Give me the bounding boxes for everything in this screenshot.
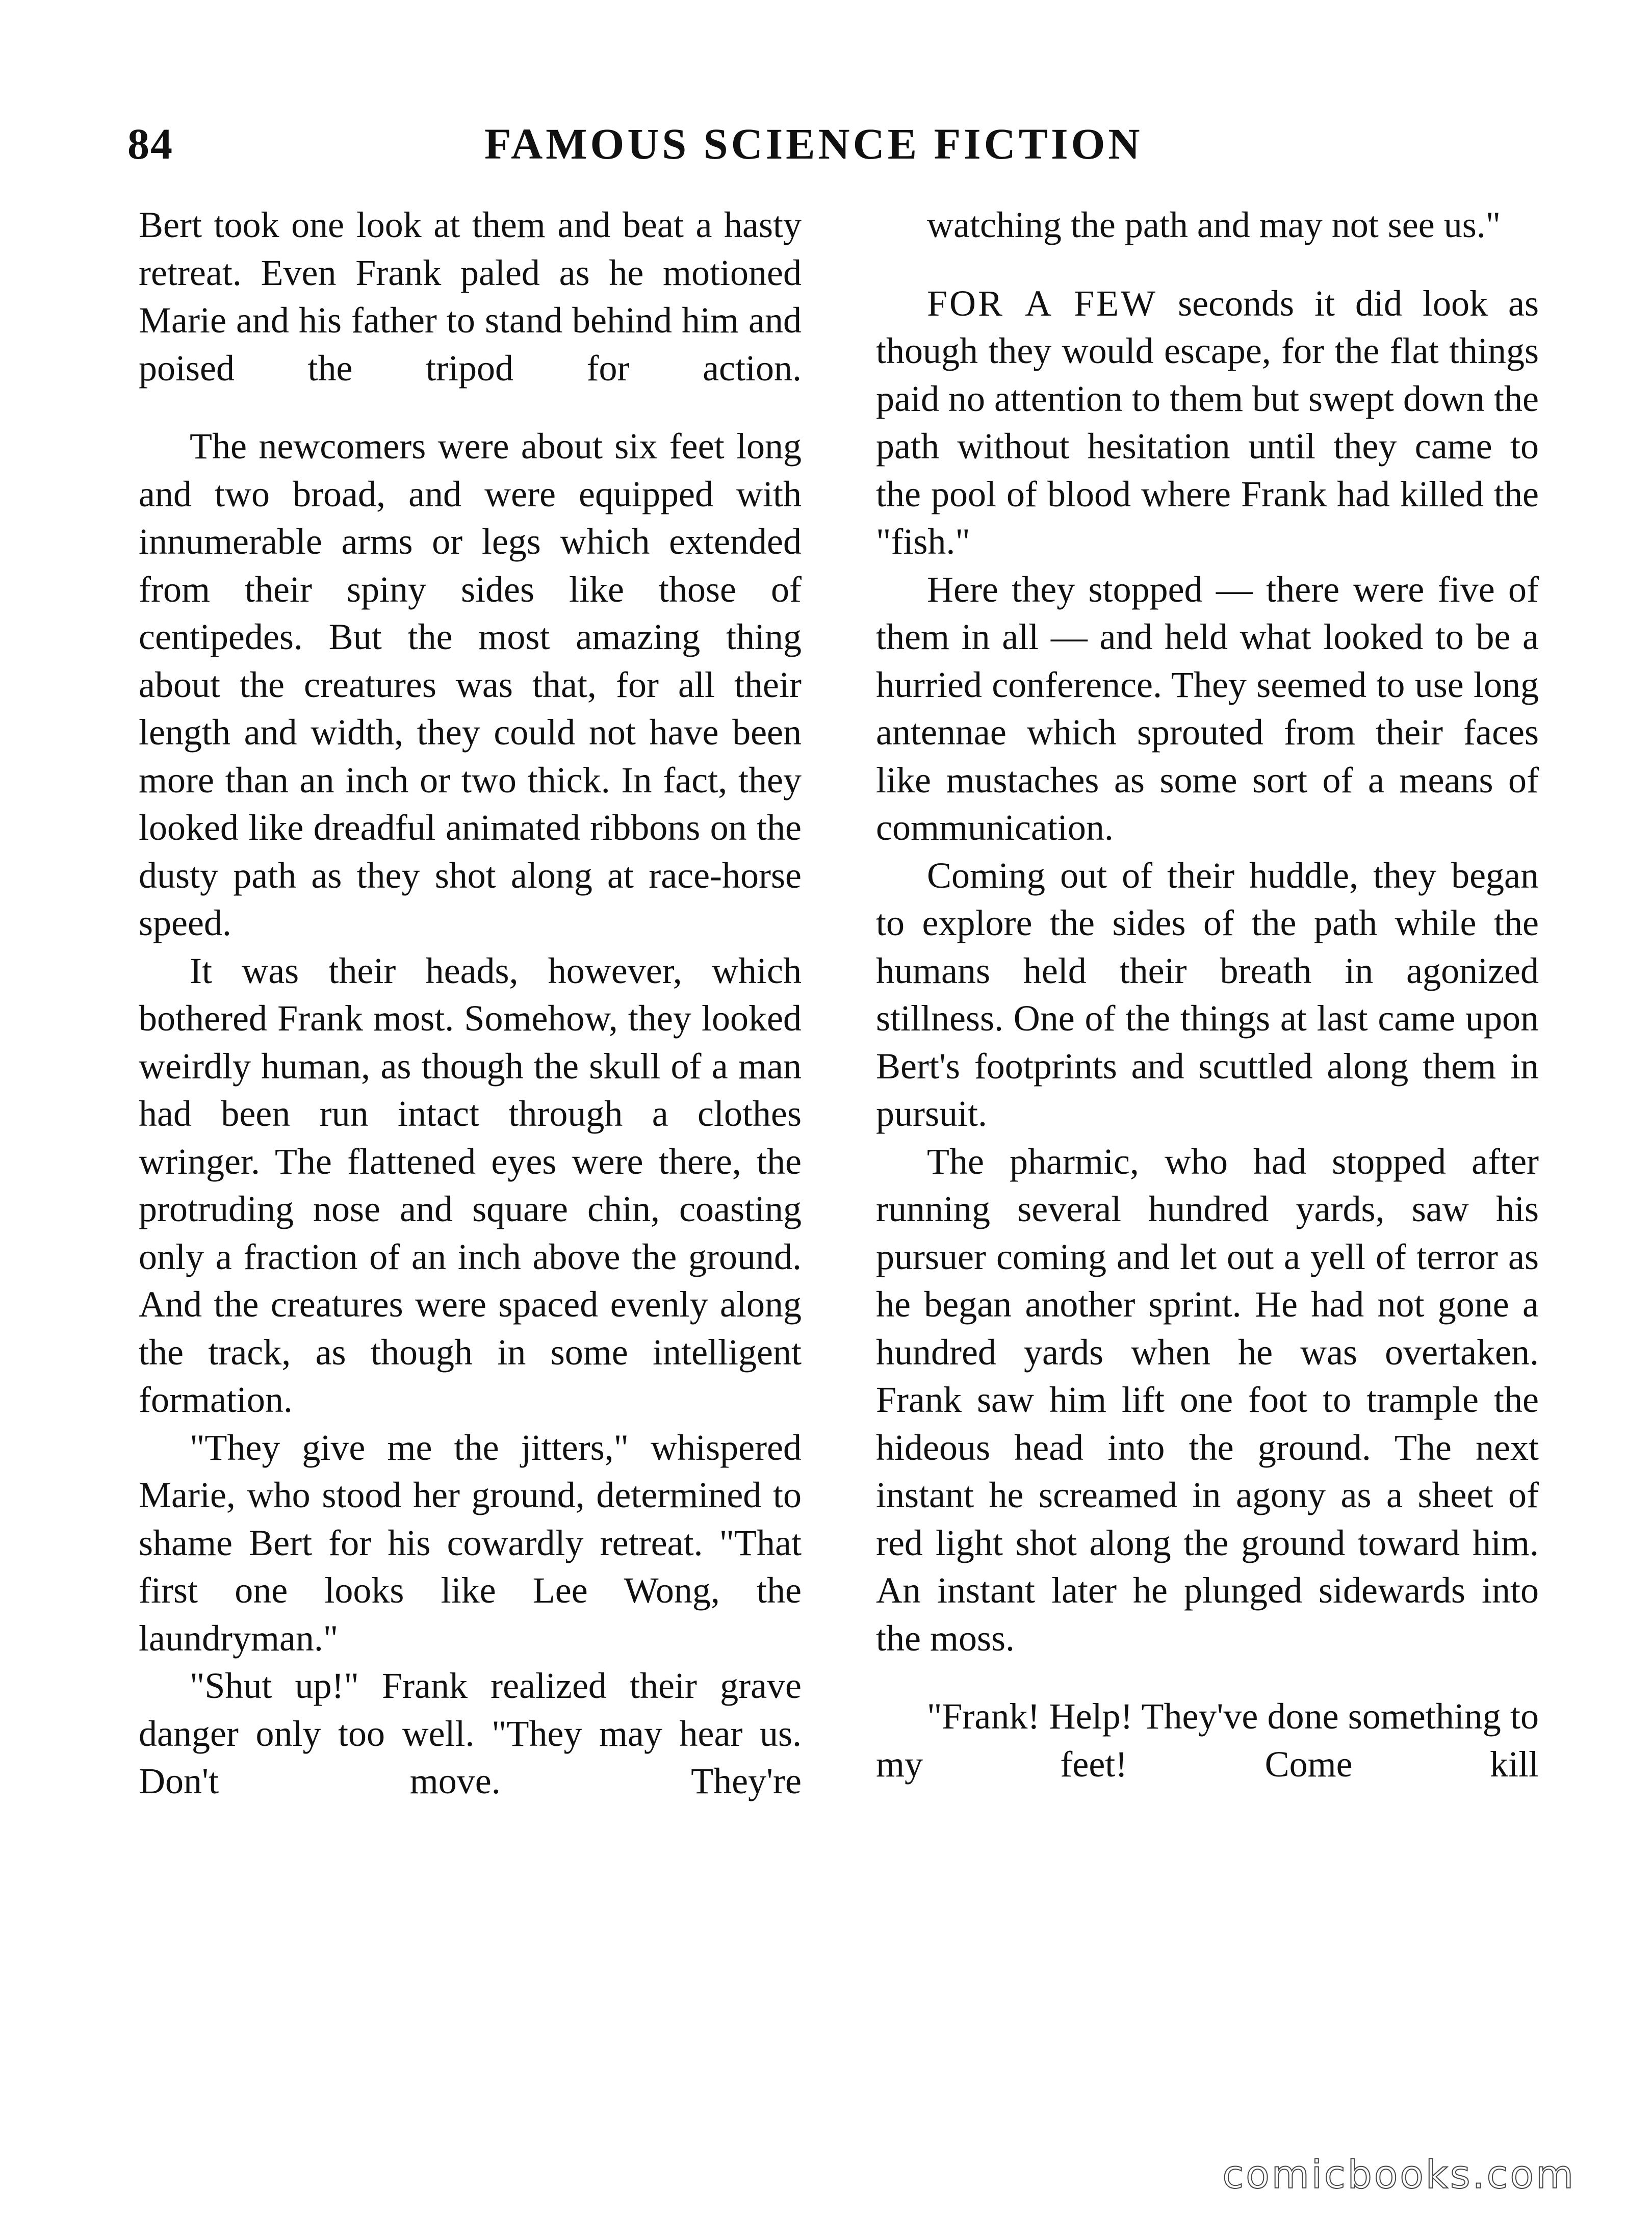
paragraph: The pharmic, who had stopped after running several hundred yards, saw his pursuer coming and let out a yell of terror as he began another sprint. He had not gone a hundred yards when he was overtaken. Frank saw him lift one foot to trample the hideous head into the ground. The next instant he screamed in agony as a sheet of red light shot along the ground toward him. An instant later he plunged sidewards into the moss. bbox=[876, 1141, 1539, 1659]
left-column bbox=[139, 201, 802, 1806]
running-title: FAMOUS SCIENCE FICTION bbox=[484, 119, 1143, 168]
section-paragraph bbox=[876, 280, 1539, 566]
page-header bbox=[127, 118, 1530, 185]
paragraph: Here they stopped — there were five of them in all — and held what looked to be a hurried conference. They seemed to use long antennae which sprouted from their faces like mustaches as some sort of a means of communication. bbox=[876, 569, 1539, 848]
paragraph: It was their heads, however, which bothered Frank most. Somehow, they looked weirdly human, as though the skull of a man had been run intact through a clothes wringer. The flattened eyes were there, the protruding nose and square chin, coasting only a fraction of an inch above the ground. And the creatures were spaced evenly along the track, as though in some intelligent formation. bbox=[139, 950, 802, 1420]
page-number: 84 bbox=[127, 119, 173, 168]
paragraph: Bert took one look at them and beat a hasty retreat. Even Frank paled as he motioned Marie and his father to stand behind him and poised the tripod for action. bbox=[139, 204, 802, 389]
paragraph: watching the path and may not see us." bbox=[927, 204, 1501, 245]
section-lead-in: FOR A FEW bbox=[927, 282, 1158, 324]
right-column bbox=[876, 201, 1539, 1788]
paragraph: "They give me the jitters," whispered Marie, who stood her ground, determined to shame Bert for his cowardly retreat. "That first one looks like Lee Wong, the laundryman." bbox=[139, 1427, 802, 1659]
paragraph: The newcomers were about six feet long and two broad, and were equipped with innumerable arms or legs which extended from their spiny sides like those of centipedes. But the most amazing thing about the creatures was that, for all their length and width, they could not have been more than an inch or two thick. In fact, they looked like dreadful animated ribbons on the dusty path as they shot along at race-horse speed. bbox=[139, 426, 802, 943]
paragraph: "Frank! Help! They've done something to my feet! Come kill bbox=[876, 1696, 1539, 1785]
paragraph: "Shut up!" Frank realized their grave danger only too well. "They may hear us. Don't move. They're bbox=[139, 1665, 802, 1801]
paragraph: Coming out of their huddle, they began to explore the sides of the path while the humans held their breath in agonized stillness. One of the things at last came upon Bert's footprints and scuttled along them in pursuit. bbox=[876, 855, 1539, 1134]
paragraph-text: seconds it did look as though they would escape, for the flat things paid no attention to them but swept down the path without hesitation until they came to the pool of blood where Frank had killed the "fish." bbox=[876, 282, 1539, 562]
watermark: comicbooks.com bbox=[1222, 2152, 1576, 2197]
